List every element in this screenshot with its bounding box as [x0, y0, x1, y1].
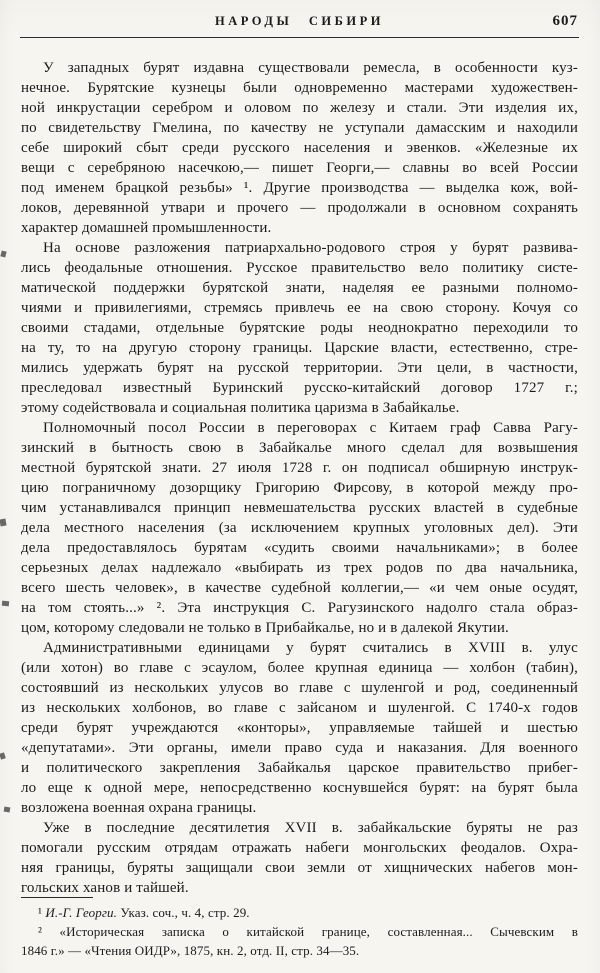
footnote-line [21, 922, 578, 941]
text-line: Уже в последние десятилетия XVII в. забайкальские буряты не раз [43, 820, 578, 836]
text-line: по свидетельству Гмелина, по качеству не уступали дамасским и находили [21, 120, 578, 136]
paragraph [21, 58, 578, 238]
text-line: себе широкий сбыт среди русского населения и эвенков. «Железные их [21, 140, 578, 156]
footnote-text: ² «Историческая записка о китайской границе, составленная... Сычевским в [38, 924, 578, 939]
text-line: Полномочный посол России в переговорах с Китаем граф Савва Рагу- [43, 420, 578, 436]
text-line: Административными единицами у бурят считались в XVIII в. улус [43, 640, 578, 656]
footnote-text: ¹ [38, 905, 46, 920]
body-text [21, 58, 578, 898]
text-line: цом, которому следовали не только в Прибайкалье, но и в далекой Якутии. [21, 620, 509, 636]
text-line: характер домашней промышленности. [21, 220, 272, 236]
paragraph [21, 638, 578, 818]
text-line: серьезных делах надлежало «выбирать из трех родов по два начальника, [21, 560, 578, 576]
footnote-author: И.-Г. Георги. [45, 905, 117, 920]
header-rule [20, 37, 579, 38]
running-title: НАРОДЫ СИБИРИ [214, 14, 384, 28]
scan-speck [0, 519, 7, 527]
text-line: мились удержать бурят на русской территории. Эти цели, в частности, [21, 360, 578, 376]
running-head [21, 14, 578, 34]
text-line: и политического закрепления Забайкалья царское правительство прибег- [21, 760, 578, 776]
text-line: на ту, то на другую сторону границы. Царские власти, естественно, стре- [21, 340, 578, 356]
text-line: этому содействовала и социальная политика царизма в Забайкалье. [21, 400, 460, 416]
text-line: зинский в бытность свою в Забайкалье много сделал для возвышения [21, 440, 578, 456]
text-line: На основе разложения патриархально-родового строя у бурят развива- [43, 240, 578, 256]
text-line: гольских ханов и тайшей. [21, 880, 189, 896]
text-line: дела местного населения (за исключением крупных уголовных дел). Эти [21, 520, 578, 536]
text-line: на том стоять...» ². Эта инструкция С. Рагузинского надолго стала образ- [21, 600, 578, 616]
text-line: няя границы, буряты защищали свои земли от хищнических набегов мон- [21, 860, 578, 876]
text-line: дела предоставлялось бурятам «судить своими начальниками»; в более [21, 540, 578, 556]
text-line: локов, деревянной утвари и прочего — продолжали в основном сохранять [21, 200, 578, 216]
text-line: вещи с серебряною насечкою,— пишет Георги,— славны во всей России [21, 160, 578, 176]
footnote-line [21, 903, 578, 922]
scan-speck [4, 807, 11, 813]
scan-speck [2, 601, 9, 607]
footnote-rule [21, 897, 93, 898]
footnote-text: 1846 г.» — «Чтения ОИДР», 1875, кн. 2, отд. II, стр. 34—35. [21, 943, 360, 958]
page-number: 607 [552, 13, 578, 29]
text-line: нечное. Бурятские кузнецы были одновременно мастерами художествен- [21, 80, 578, 96]
text-line: своими стадами, отдельные бурятские роды неоднократно переходили то [21, 320, 578, 336]
footnote-line [21, 941, 578, 960]
text-line: цию пограничному дозорщику Григорию Фирсову, в которой между про- [21, 480, 578, 496]
text-line: ло еще к одной мере, непосредственно коснувшейся бурят: на бурят была [21, 780, 578, 796]
text-line: лись феодальные отношения. Русское правительство вело политику систе- [21, 260, 578, 276]
text-line: под именем брацкой резьбы» ¹. Другие производства — выделка кож, вой- [21, 180, 578, 196]
text-line: из нескольких холбонов, во главе с зайсаном и шуленгой. С 1740-х годов [21, 700, 578, 716]
text-line: всего шесть человек», в качестве судебной коллегии,— «и чем оные осудят, [21, 580, 578, 596]
paragraph [21, 418, 578, 638]
paragraph [21, 238, 578, 418]
text-line: помогали русским отрядам отражать набеги монгольских феодалов. Охра- [21, 840, 578, 856]
paragraph [21, 818, 578, 898]
text-line: преследовал известный Буринский русско-китайский договор 1727 г.; [21, 380, 578, 396]
scan-speck [0, 752, 6, 759]
text-line: У западных бурят издавна существовали ремесла, в особенности куз- [43, 60, 578, 76]
text-line: чиями и привилегиями, стремясь привлечь ее на свою сторону. Кочуя со [21, 300, 578, 316]
text-line: возложена военная охрана границы. [21, 800, 257, 816]
text-line: матической поддержки бурятской знати, наделяя ее разными полномо- [21, 280, 578, 296]
text-line: местной бурятской знати. 27 июля 1728 г. он подписал обширную инструк- [21, 460, 578, 476]
footnote-text: Указ. соч., ч. 4, стр. 29. [116, 905, 250, 920]
text-line: «депутатами». Эти органы, имели право суда и наказания. Для военного [21, 740, 578, 756]
footnotes [21, 903, 578, 960]
scan-speck [0, 250, 6, 257]
text-line: среди бурят учреждаются «конторы», управляемые тайшей и шестью [21, 720, 578, 736]
text-line: ной инкрустации серебром и оловом по железу и стали. Эти изделия их, [21, 100, 578, 116]
text-line: (или хотон) во главе с эсаулом, более крупная единица — холбон (табин), [21, 660, 578, 676]
text-line: состоявший из нескольких улусов во главе с шуленгой и род, соединенный [21, 680, 578, 696]
text-line: чим устанавливался принцип невмешательства русских властей в судебные [21, 500, 578, 516]
